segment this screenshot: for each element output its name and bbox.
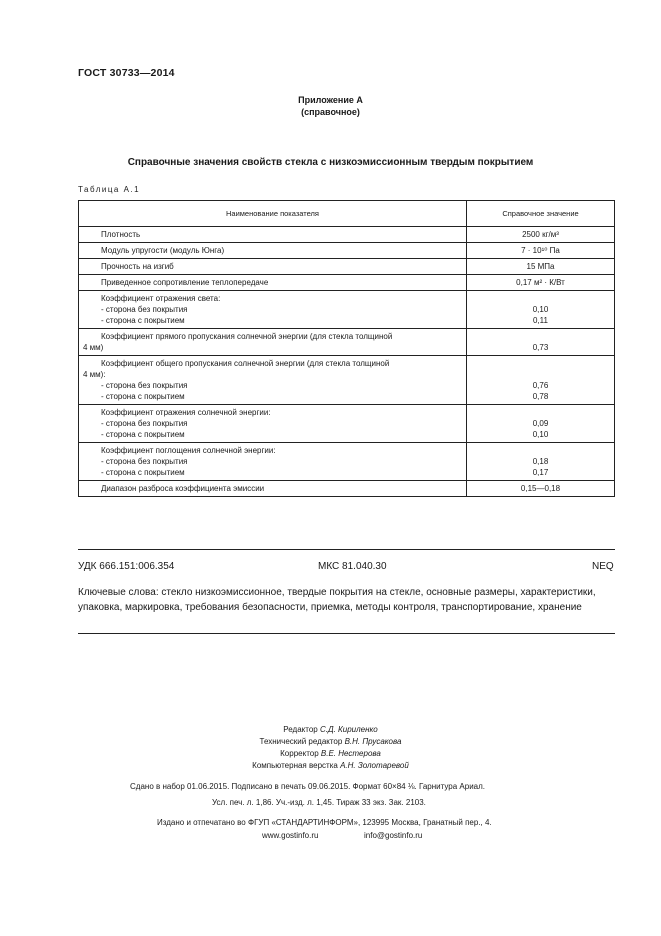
property-value-line: 0,10 xyxy=(532,305,549,314)
table-row xyxy=(79,481,615,497)
table-row xyxy=(79,227,615,243)
property-name-line: Коэффициент общего пропускания солнечной энергии (для стекла толщиной xyxy=(101,359,390,368)
property-value-line: 0,09 xyxy=(532,419,549,428)
property-value-line: 0,76 xyxy=(532,381,549,390)
credit-role: Редактор xyxy=(283,725,318,734)
section-title: Справочные значения свойств стекла с низкоэмиссионным твердым покрытием xyxy=(127,157,534,168)
column-header-name: Наименование показателя xyxy=(79,201,467,227)
property-value-line: 15 МПа xyxy=(526,262,555,271)
credit-role: Компьютерная верстка xyxy=(252,761,338,770)
divider-bottom xyxy=(78,633,615,634)
divider-top xyxy=(78,549,615,550)
property-name-line: Плотность xyxy=(101,230,141,239)
property-name-line: 4 мм) xyxy=(83,343,104,352)
property-name-line: Коэффициент отражения света: xyxy=(101,294,221,303)
credits-block xyxy=(0,724,661,772)
property-name-line: Коэффициент прямого пропускания солнечной энергии (для стекла толщиной xyxy=(101,332,393,341)
publishing-line-1: Сдано в набор 01.06.2015. Подписано в печать 09.06.2015. Формат 60×84 ⅛. Гарнитура Ариал. xyxy=(130,782,486,791)
property-name-line: Диапазон разброса коэффициента эмиссии xyxy=(101,484,265,493)
property-value-line: 0,10 xyxy=(532,430,549,439)
property-value xyxy=(467,259,615,275)
property-name xyxy=(79,329,467,356)
credit-line xyxy=(0,760,661,772)
table-row xyxy=(79,443,615,481)
property-value-line: 0,18 xyxy=(532,457,549,466)
credit-person: А.Н. Золотаревой xyxy=(340,761,409,770)
property-value xyxy=(467,481,615,497)
property-name-line: Модуль упругости (модуль Юнга) xyxy=(101,246,225,255)
property-value xyxy=(467,329,615,356)
property-name xyxy=(79,259,467,275)
property-name-line: - сторона с покрытием xyxy=(101,468,185,477)
property-name-line: - сторона без покрытия xyxy=(101,457,188,466)
property-name-line: - сторона с покрытием xyxy=(101,430,185,439)
credit-line xyxy=(0,724,661,736)
property-value xyxy=(467,443,615,481)
property-value-line: 0,78 xyxy=(532,392,549,401)
property-name-line: Коэффициент поглощения солнечной энергии: xyxy=(101,446,276,455)
property-name xyxy=(79,275,467,291)
property-name xyxy=(79,356,467,405)
appendix-title: Приложение А xyxy=(298,95,363,105)
table-row xyxy=(79,275,615,291)
table-header-row xyxy=(79,201,615,227)
publisher-address: Издано и отпечатано во ФГУП «СТАНДАРТИНФОРМ», 123995 Москва, Гранатный пер., 4. xyxy=(157,818,492,827)
appendix-subtitle: (справочное) xyxy=(301,107,360,117)
table-row xyxy=(79,243,615,259)
property-name-line: 4 мм): xyxy=(83,370,106,379)
property-name xyxy=(79,443,467,481)
property-name xyxy=(79,481,467,497)
publishing-line-2: Усл. печ. л. 1,86. Уч.-изд. л. 1,45. Тираж 33 экз. Зак. 2103. xyxy=(212,798,426,807)
table-row xyxy=(79,291,615,329)
property-name-line: - сторона без покрытия xyxy=(101,419,188,428)
table-row xyxy=(79,329,615,356)
property-value xyxy=(467,405,615,443)
property-value-line: 0,17 xyxy=(532,468,549,477)
credit-person: С.Д. Кириленко xyxy=(319,725,378,734)
property-value xyxy=(467,243,615,259)
property-name-line: - сторона без покрытия xyxy=(101,381,188,390)
table-label: Таблица А.1 xyxy=(78,185,141,194)
property-name-line: - сторона с покрытием xyxy=(101,392,185,401)
credit-person: В.Н. Прусакова xyxy=(344,737,402,746)
credit-line xyxy=(0,736,661,748)
property-name-line: Коэффициент отражения солнечной энергии: xyxy=(101,408,271,417)
property-value-line: 0,15—0,18 xyxy=(520,484,561,493)
table-row xyxy=(79,259,615,275)
property-value-line: 7 · 10¹⁰ Па xyxy=(521,246,560,255)
publisher-website: www.gostinfo.ru xyxy=(262,831,319,840)
credit-person: В.Е. Нестерова xyxy=(320,749,381,758)
property-value-line: 0,17 м² · К/Вт xyxy=(516,278,565,287)
property-name xyxy=(79,405,467,443)
property-name-line: Приведенное сопротивление теплопередаче xyxy=(101,278,269,287)
column-header-value: Справочное значение xyxy=(467,201,615,227)
keywords: Ключевые слова: стекло низкоэмиссионное, твердые покрытия на стекле, основные размеры, характеристики, упаковка, маркировка, требования безопасности, приемка, методы контроля, транспортирование, хранение xyxy=(78,587,596,613)
property-name xyxy=(79,243,467,259)
credit-role: Технический редактор xyxy=(259,737,343,746)
property-name-line: Прочность на изгиб xyxy=(101,262,174,271)
neq-marker: NEQ xyxy=(592,561,614,572)
property-value xyxy=(467,275,615,291)
mks-code: МКС 81.040.30 xyxy=(318,561,387,572)
property-value-line: 0,73 xyxy=(532,343,549,352)
property-name-line: - сторона без покрытия xyxy=(101,305,188,314)
property-value xyxy=(467,291,615,329)
property-value-line: 0,11 xyxy=(533,316,548,325)
property-value-line: 2500 кг/м³ xyxy=(522,230,559,239)
standard-header: ГОСТ 30733—2014 xyxy=(78,67,175,79)
property-name xyxy=(79,291,467,329)
credit-line xyxy=(0,748,661,760)
property-value xyxy=(467,356,615,405)
credit-role: Корректор xyxy=(280,749,319,758)
properties-table xyxy=(78,200,615,497)
property-name xyxy=(79,227,467,243)
property-name-line: - сторона с покрытием xyxy=(101,316,185,325)
property-value xyxy=(467,227,615,243)
udc-code: УДК 666.151:006.354 xyxy=(78,561,175,572)
table-row xyxy=(79,356,615,405)
publisher-email: info@gostinfo.ru xyxy=(364,831,423,840)
table-row xyxy=(79,405,615,443)
